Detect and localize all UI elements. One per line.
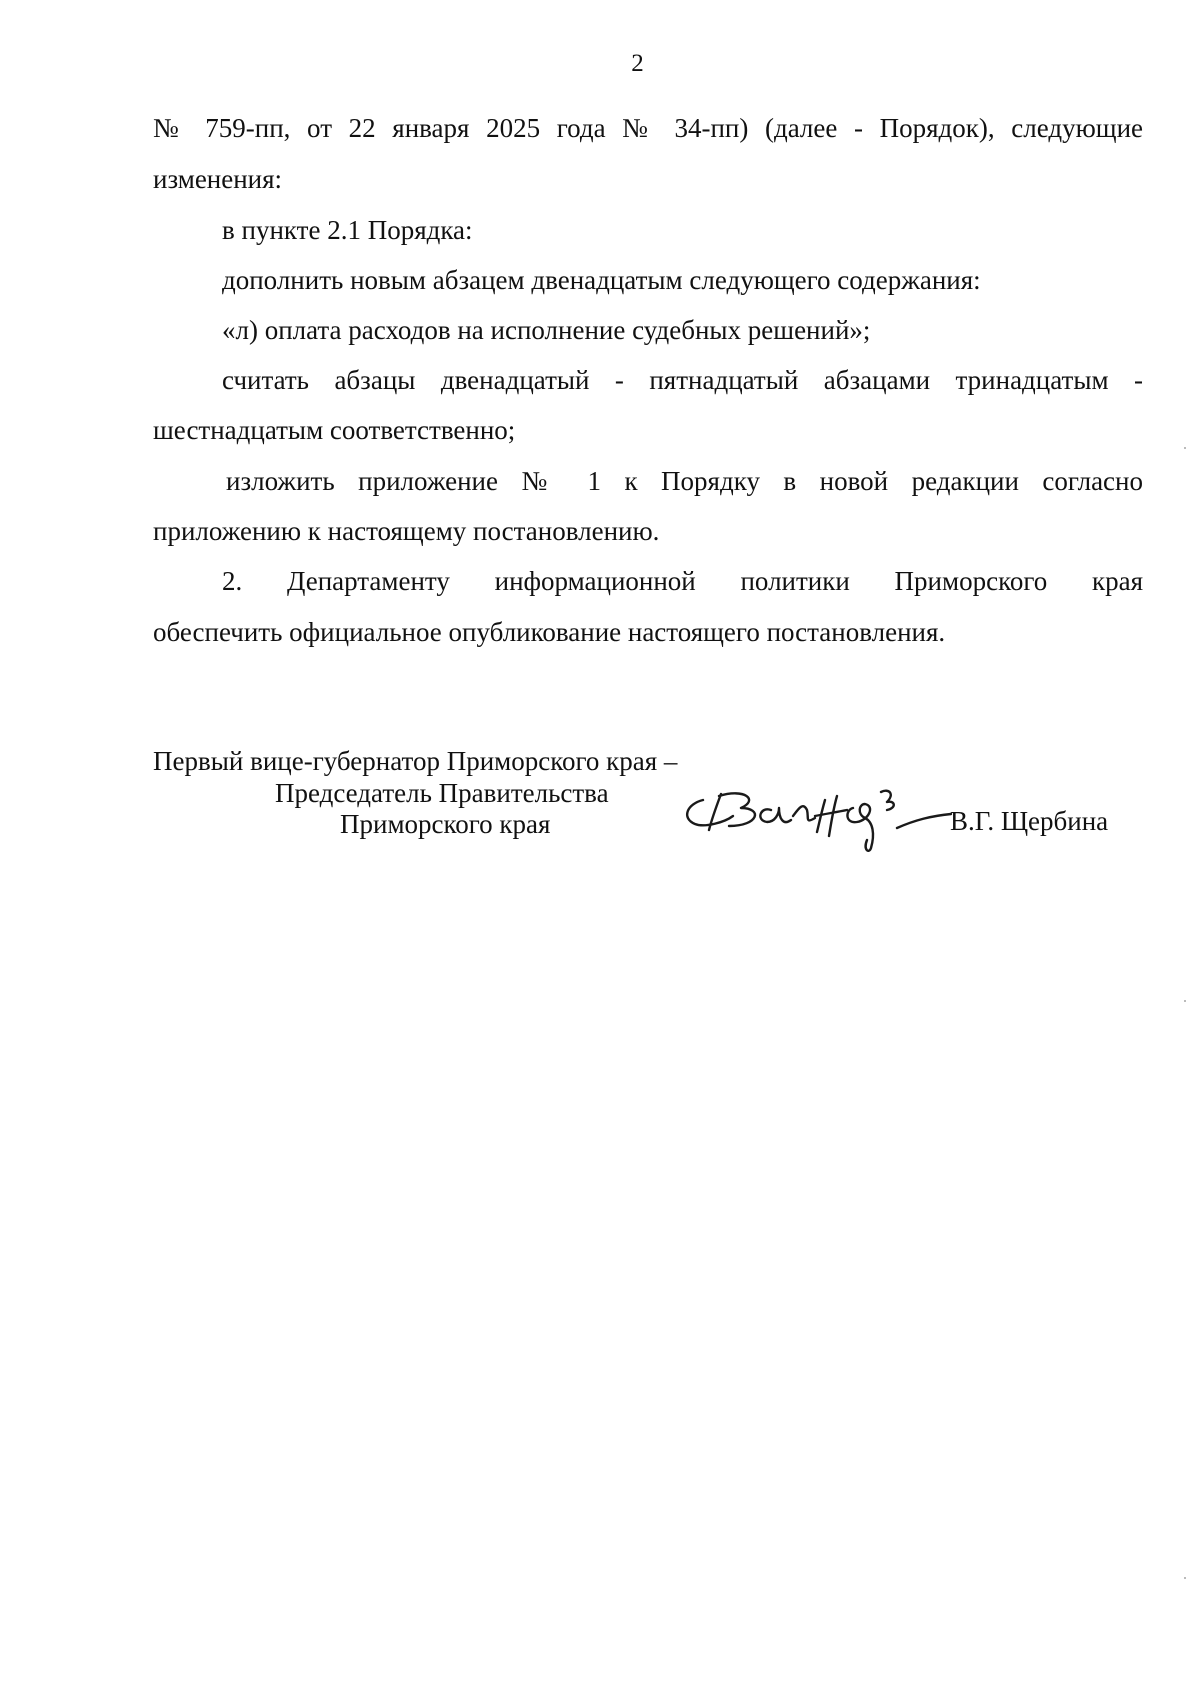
paragraph-7-line-1: 2. Департаменту информационной политики Приморского края xyxy=(222,566,1143,596)
paragraph-3: дополнить новым абзацем двенадцатым следующего содержания: xyxy=(222,265,981,295)
paragraph-5-line-1: считать абзацы двенадцатый - пятнадцатый абзацами тринадцатым - xyxy=(222,365,1143,395)
paragraph-4: «л) оплата расходов на исполнение судебных решений»; xyxy=(222,315,871,345)
paragraph-5-line-2: шестнадцатым соответственно; xyxy=(153,415,516,445)
paragraph-7-line-2: обеспечить официальное опубликование настоящего постановления. xyxy=(153,617,946,647)
paragraph-6-line-1: изложить приложение № 1 к Порядку в новой редакции согласно xyxy=(226,466,1143,496)
paragraph-1-line-2: изменения: xyxy=(153,164,283,194)
scan-edge-mark xyxy=(1184,1000,1186,1002)
paragraph-2: в пункте 2.1 Порядка: xyxy=(222,215,473,245)
signatory-title-line-3: Приморского края xyxy=(340,809,551,839)
scan-edge-mark xyxy=(1184,447,1186,449)
signatory-title-line-2: Председатель Правительства xyxy=(275,778,609,808)
handwritten-signature xyxy=(675,770,965,860)
signatory-title-line-1: Первый вице-губернатор Приморского края – xyxy=(153,746,678,776)
paragraph-6-line-2: приложению к настоящему постановлению. xyxy=(153,516,660,546)
page-number: 2 xyxy=(631,50,644,77)
scan-edge-mark xyxy=(1184,1577,1186,1579)
paragraph-1-line-1: № 759-пп, от 22 января 2025 года № 34-пп) (далее - Порядок), следующие xyxy=(153,113,1143,143)
signatory-name: В.Г. Щербина xyxy=(950,806,1109,836)
